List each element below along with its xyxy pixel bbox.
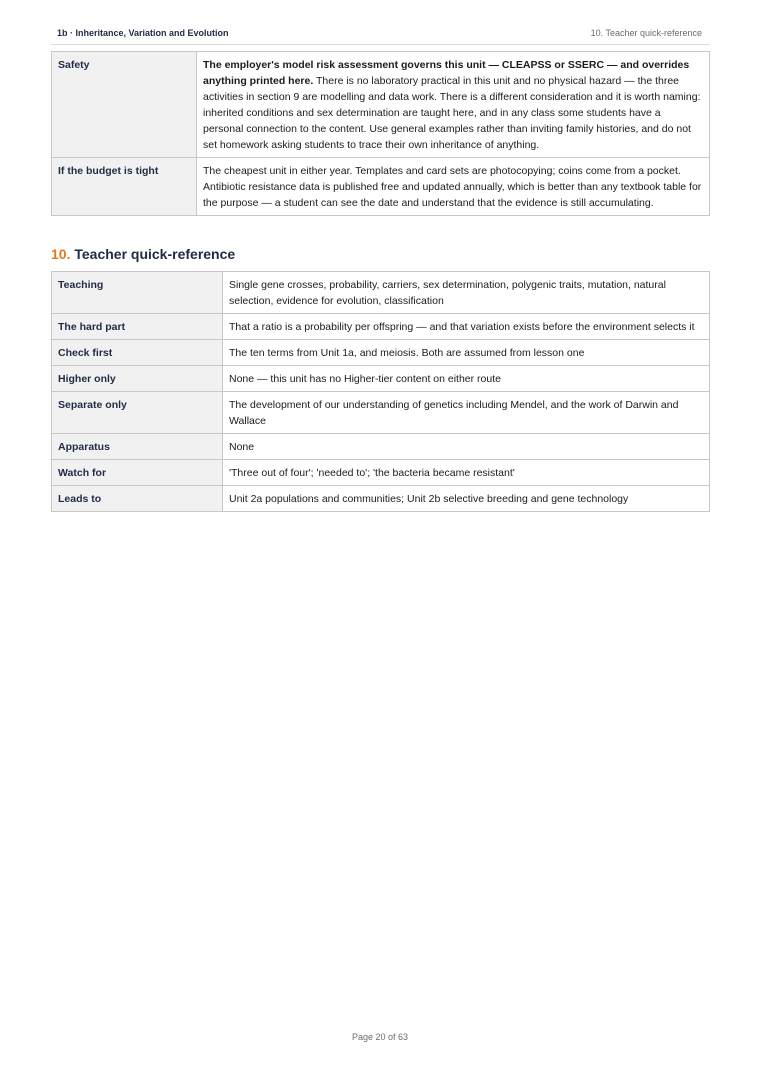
safety-emphasis: The employer's model risk assessment governs this unit — CLEAPSS or SSERC — and overrides anything printed here. bbox=[203, 59, 690, 87]
row-value: The ten terms from Unit 1a, and meiosis. Both are assumed from lesson one bbox=[223, 340, 710, 366]
table-row bbox=[52, 434, 710, 460]
row-label: Safety bbox=[52, 52, 197, 158]
row-label: Higher only bbox=[52, 366, 223, 392]
page-number: Page 20 of 63 bbox=[351, 1032, 409, 1042]
table-row bbox=[52, 52, 710, 158]
row-label: Teaching bbox=[52, 272, 223, 314]
table-row bbox=[52, 272, 710, 314]
table-row bbox=[52, 314, 710, 340]
row-value: Unit 2a populations and communities; Unit 2b selective breeding and gene technology bbox=[223, 486, 710, 512]
table-row bbox=[52, 486, 710, 512]
table-row bbox=[52, 392, 710, 434]
safety-text: There is no laboratory practical in this unit and no physical hazard — the three activities in section 9 are modelling and data work. There is a different consideration and it is worth naming: inherited conditions and sex determination are taught here, and in any class some students have a personal connection to the content. Use general examples rather than inviting family histories, and do not set homework asking students to trace their own inheritance of anything. bbox=[203, 75, 701, 151]
row-value: None — this unit has no Higher-tier content on either route bbox=[223, 366, 710, 392]
table-row bbox=[52, 158, 710, 216]
row-value: The cheapest unit in either year. Templates and card sets are photocopying; coins come from a pocket. Antibiotic resistance data is published free and updated annually, which is better than any textbook table for the purpose — a student can see the date and understand that the evidence is still accumulating. bbox=[197, 158, 710, 216]
table-row bbox=[52, 340, 710, 366]
row-value bbox=[197, 52, 710, 158]
row-label: Separate only bbox=[52, 392, 223, 434]
row-value: 'Three out of four'; 'needed to'; 'the bacteria became resistant' bbox=[223, 460, 710, 486]
row-label: Check first bbox=[52, 340, 223, 366]
row-value: That a ratio is a probability per offspring — and that variation exists before the environment selects it bbox=[223, 314, 710, 340]
row-label: Apparatus bbox=[52, 434, 223, 460]
safety-budget-table bbox=[51, 51, 710, 216]
section-title: 10. Teacher quick-reference bbox=[590, 28, 702, 38]
running-header bbox=[51, 28, 710, 45]
row-value: Single gene crosses, probability, carriers, sex determination, polygenic traits, mutation, natural selection, evidence for evolution, classification bbox=[223, 272, 710, 314]
unit-title: 1b · Inheritance, Variation and Evolution bbox=[57, 28, 229, 38]
row-label: The hard part bbox=[52, 314, 223, 340]
row-value: The development of our understanding of genetics including Mendel, and the work of Darwin and Wallace bbox=[223, 392, 710, 434]
section-heading bbox=[51, 246, 235, 262]
row-value: None bbox=[223, 434, 710, 460]
table-row bbox=[52, 460, 710, 486]
section-number: 10. bbox=[51, 246, 71, 262]
section-heading-title: Teacher quick-reference bbox=[74, 246, 236, 262]
row-label: Watch for bbox=[52, 460, 223, 486]
row-label: If the budget is tight bbox=[52, 158, 197, 216]
row-label: Leads to bbox=[52, 486, 223, 512]
quick-reference-table bbox=[51, 271, 710, 512]
table-row bbox=[52, 366, 710, 392]
